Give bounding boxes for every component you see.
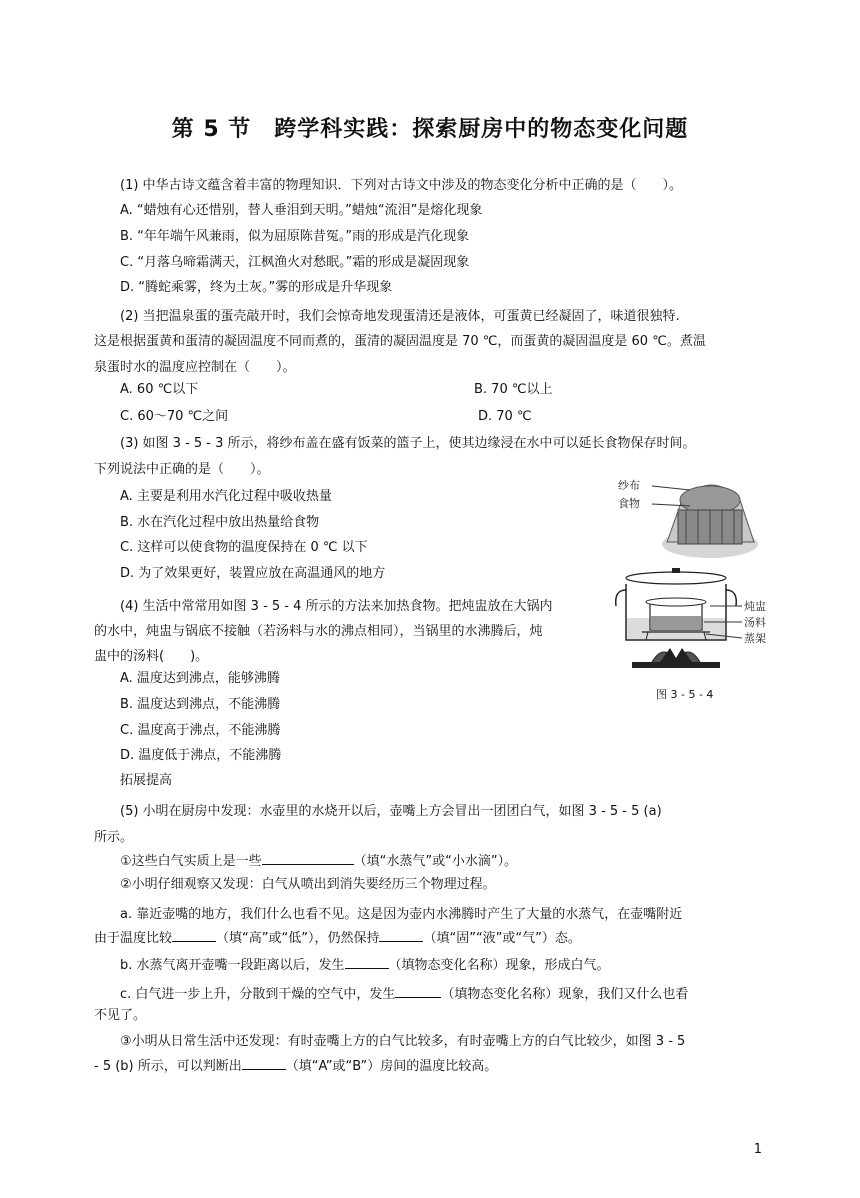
q2-option-d: D. 70 ℃ (478, 409, 532, 424)
q5-sub-2: ②小明仔细观察又发现：白气从喷出到消失要经历三个物理过程。 (120, 877, 496, 892)
rack-label: 蒸架 (744, 632, 766, 645)
answer-blank[interactable] (242, 1056, 286, 1070)
q4-option-b: B. 温度达到沸点，不能沸腾 (120, 697, 281, 712)
answer-blank[interactable] (345, 955, 389, 969)
section-heading: 拓展提高 (120, 773, 173, 788)
answer-blank[interactable] (262, 851, 354, 865)
answer-blank[interactable] (379, 928, 423, 942)
q4-line-3: 盅中的汤料( )。 (94, 649, 209, 664)
answer-blank[interactable] (172, 928, 216, 942)
q3-option-a: A. 主要是利用水汽化过程中吸收热量 (120, 489, 332, 504)
stew-pot-figure (612, 566, 772, 678)
q1-option-d: D. “腾蛇乘雾，终为土灰。”雾的形成是升华现象 (120, 280, 393, 295)
q3-option-b: B. 水在汽化过程中放出热量给食物 (120, 515, 320, 530)
food-label: 食物 (618, 497, 640, 510)
q5-c-pre: c. 白气进一步上升，分散到干燥的空气中，发生 (120, 987, 396, 1002)
page-title: 第 5 节 跨学科实践：探索厨房中的物态变化问题 (171, 117, 689, 142)
q1-stem: (1) 中华古诗文蕴含着丰富的物理知识．下列对古诗文中涉及的物态变化分析中正确的是（ ）。 (120, 178, 683, 193)
q4-option-a: A. 温度达到沸点，能够沸腾 (120, 671, 280, 686)
q5-sub-1-pre: ①这些白气实质上是一些 (120, 854, 262, 869)
q1-option-b: B. “年年端午风兼雨，似为屈原陈昔冤。”雨的形成是汽化现象 (120, 229, 470, 244)
q5-sub-1-post: （填“水蒸气”或“小水滴”）。 (353, 854, 518, 869)
q5-a-pre: 由于温度比较 (94, 931, 173, 946)
q5-sub-3-post: （填“A”或“B”）房间的温度比较高。 (285, 1059, 498, 1074)
answer-blank[interactable] (395, 984, 441, 998)
q5-sub-3-line-2 (94, 1056, 497, 1076)
q2-option-b: B. 70 ℃以上 (474, 382, 553, 397)
q4-option-d: D. 温度低于沸点，不能沸腾 (120, 748, 282, 763)
q2-option-c: C. 60～70 ℃之间 (120, 409, 229, 424)
q2-line-3: 泉蛋时水的温度应控制在（ ）。 (94, 360, 296, 375)
q5-sub-3-line-1: ③小明从日常生活中还发现：有时壶嘴上方的白气比较多，有时壶嘴上方的白气比较少，如图 3 - 5 (120, 1034, 686, 1049)
q5-c-line-2: 不见了。 (94, 1008, 147, 1023)
soup-label: 汤料 (744, 616, 766, 629)
q1-option-a: A. “蜡烛有心还惜别，替人垂泪到天明。”蜡烛“流泪”是熔化现象 (120, 203, 483, 218)
q5-sub-3-pre: - 5 (b) 所示，可以判断出 (94, 1059, 242, 1074)
q5-b-pre: b. 水蒸气离开壶嘴一段距离以后，发生 (120, 958, 345, 973)
q5-c-post: （填物态变化名称）现象，我们又什么也看 (441, 987, 689, 1002)
q5-a-line-1: a. 靠近壶嘴的地方，我们什么也看不见。这是因为壶内水沸腾时产生了大量的水蒸气，在壶嘴附近 (120, 907, 683, 922)
q5-a-post: （填“固”“液”或“气”）态。 (423, 931, 581, 946)
q3-line-2: 下列说法中正确的是（ ）。 (94, 462, 270, 477)
q3-option-c: C. 这样可以使食物的温度保持在 0 ℃ 以下 (120, 540, 368, 555)
q3-line-1: (3) 如图 3 - 5 - 3 所示，将纱布盖在盛有饭菜的篮子上，使其边缘浸在水中可以延长食物保存时间。 (120, 436, 696, 451)
q5-line-1: (5) 小明在厨房中发现：水壶里的水烧开以后，壶嘴上方会冒出一团团白气，如图 3 - 5 - 5 (a) (120, 804, 662, 819)
q5-b-line (120, 955, 610, 975)
q1-option-c: C. “月落乌啼霜满天，江枫渔火对愁眠。”霜的形成是凝固现象 (120, 255, 470, 270)
q5-line-2: 所示。 (94, 830, 134, 845)
q4-line-2: 的水中，炖盅与锅底不接触（若汤料与水的沸点相同），当锅里的水沸腾后，炖 (94, 624, 543, 639)
q2-line-2: 这是根据蛋黄和蛋清的凝固温度不同而煮的，蛋清的凝固温度是 70 ℃，而蛋黄的凝固温度是 60 ℃。煮温 (94, 334, 706, 349)
q5-b-post: （填物态变化名称）现象，形成白气。 (388, 958, 610, 973)
q5-c-line-1 (120, 984, 688, 1004)
q2-line-1: (2) 当把温泉蛋的蛋壳敲开时，我们会惊奇地发现蛋清还是液体，可蛋黄已经凝固了，味道很独特. (120, 309, 680, 324)
basket-figure (612, 460, 762, 570)
gauze-label: 纱布 (618, 479, 640, 492)
q5-a-line-2 (94, 928, 581, 948)
pot-label: 炖盅 (744, 600, 766, 613)
q2-option-a: A. 60 ℃以下 (120, 382, 199, 397)
figure-caption: 图 3 - 5 - 4 (656, 688, 714, 701)
q5-a-mid: （填“高”或“低”），仍然保持 (216, 931, 380, 946)
q5-sub-1 (120, 851, 517, 871)
q4-option-c: C. 温度高于沸点，不能沸腾 (120, 723, 281, 738)
q3-option-d: D. 为了效果更好，装置应放在高温通风的地方 (120, 566, 386, 581)
q4-line-1: (4) 生活中常常用如图 3 - 5 - 4 所示的方法来加热食物。把炖盅放在大锅内 (120, 599, 553, 614)
page-number: 1 (753, 1142, 762, 1157)
